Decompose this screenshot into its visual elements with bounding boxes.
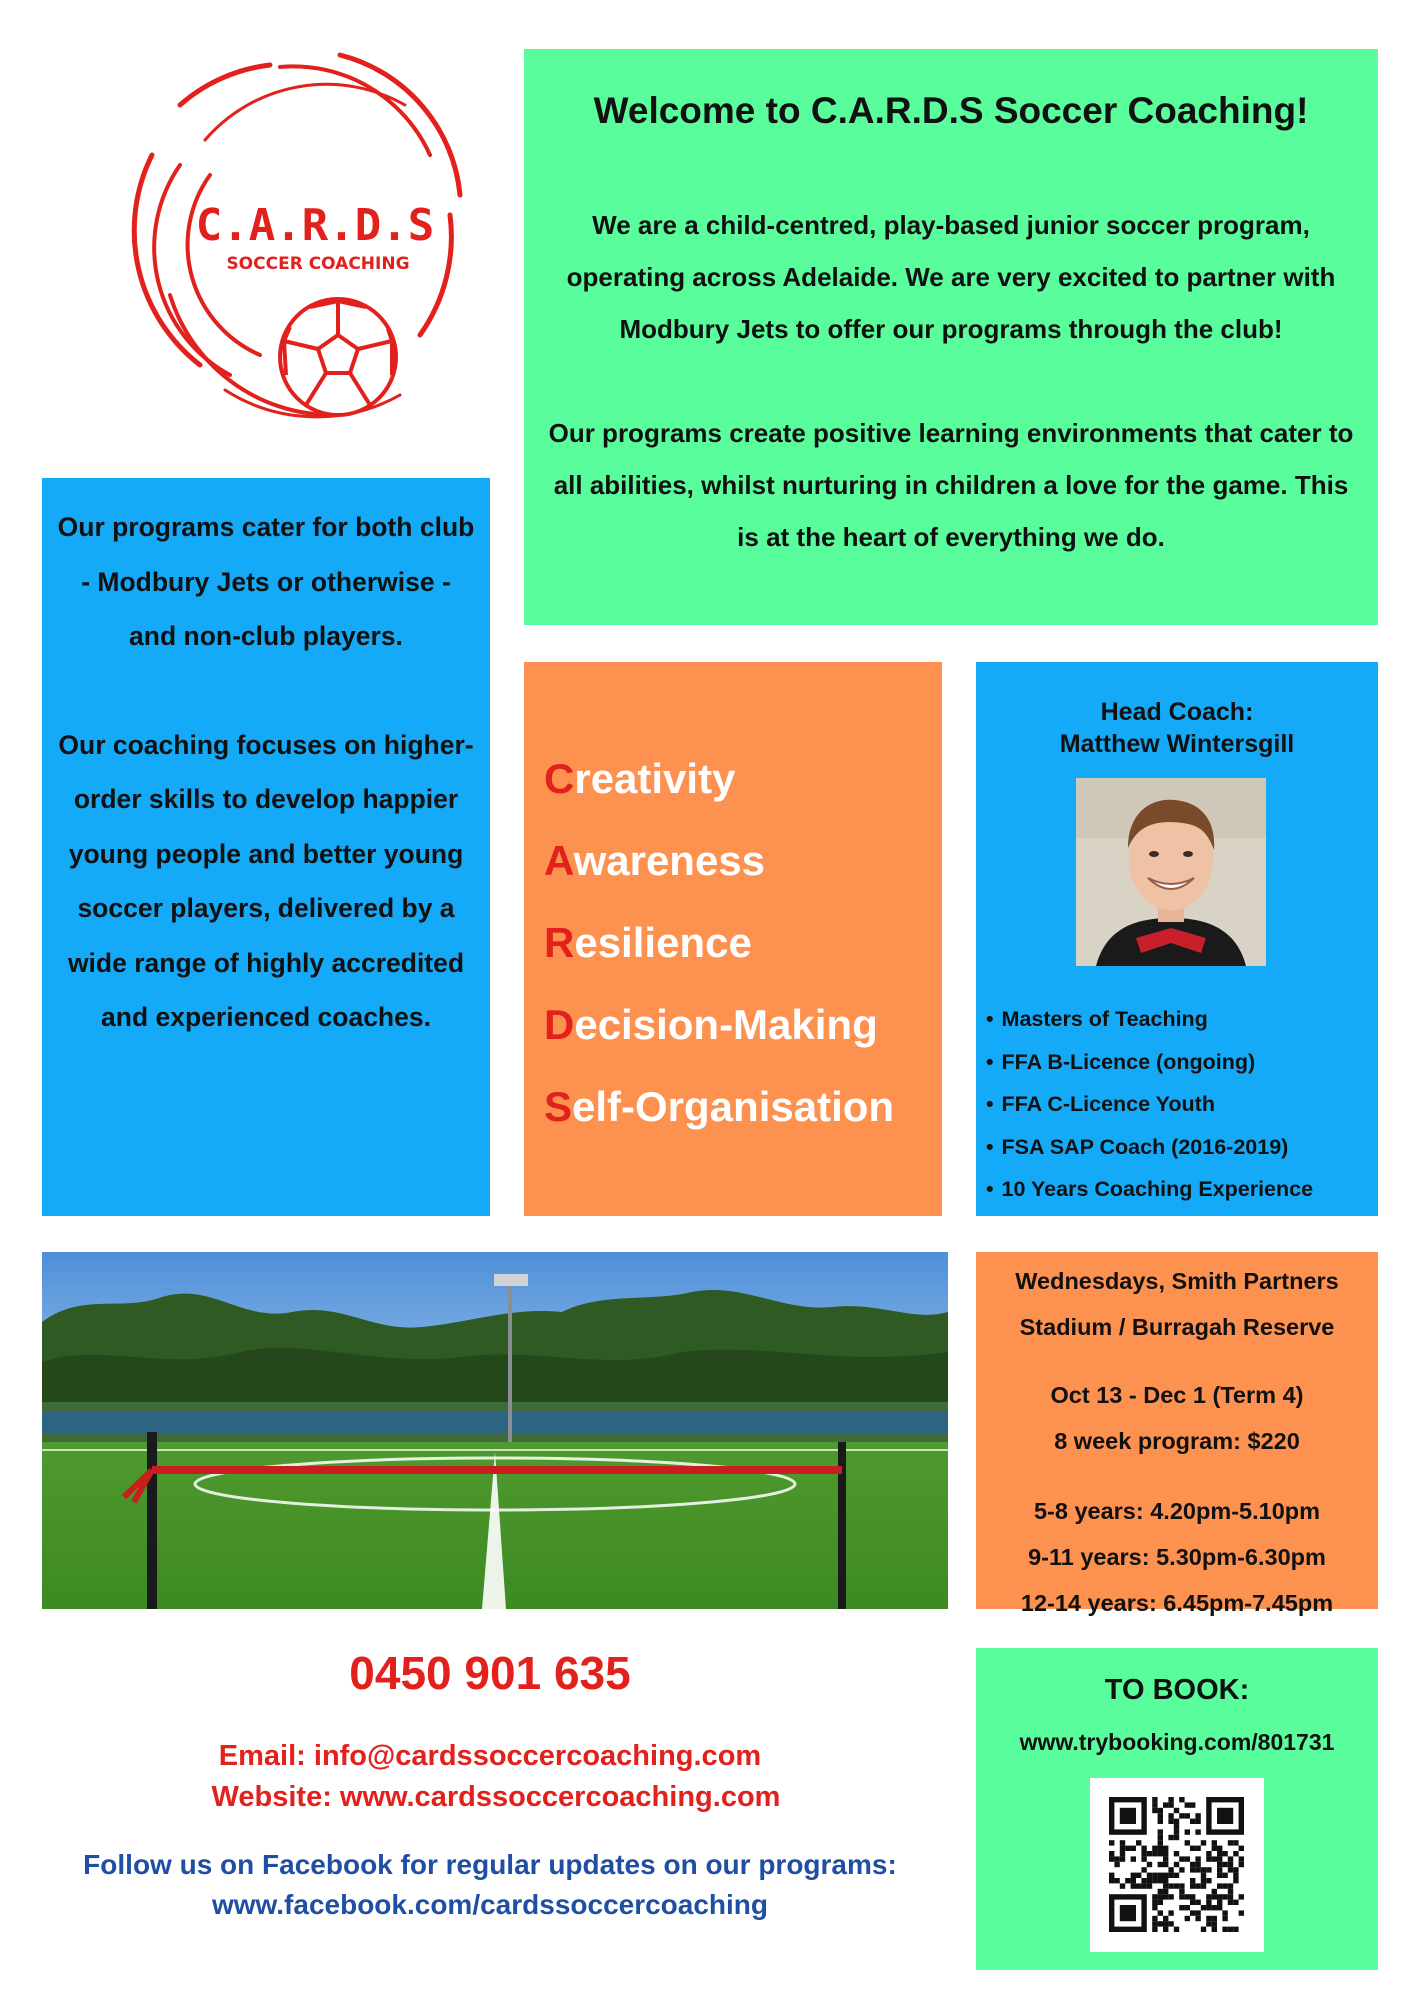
venue-line-2: Stadium / Burragah Reserve [1019,1314,1335,1340]
session-time: 12-14 years: 6.45pm-7.45pm [1020,1590,1334,1616]
coach-name: Matthew Wintersgill [1059,730,1295,758]
programs-paragraph-2: Our coaching focuses on higher-order skills to develop happier young people and better young soccer players, delivered by a wide range of highly accredited and experienced coaches. [58,729,474,1032]
program-price: 8 week program: $220 [1054,1428,1300,1454]
programs-paragraph-1: Our programs cater for both club - Modbury Jets or otherwise - and non-club players. [57,512,475,651]
credential-item: • 10 Years Coaching Experience [986,1168,1313,1211]
session-time: 5-8 years: 4.20pm-5.10pm [1033,1498,1321,1524]
credential-item: • Masters of Teaching [986,998,1313,1041]
program-dates: Oct 13 - Dec 1 (Term 4) [1050,1382,1304,1408]
value-resilience: Resilience [544,919,752,966]
coach-photo [1076,778,1266,966]
head-coach-panel [976,662,1378,1216]
booking-panel [976,1648,1378,1970]
welcome-title: Welcome to C.A.R.D.S Soccer Coaching! [593,90,1309,131]
booking-title: TO BOOK: [1104,1674,1250,1706]
facebook-link[interactable]: www.facebook.com/cardssoccercoaching [211,1889,769,1920]
welcome-paragraph-2: Our programs create positive learning environments that cater to all abilities, whilst nurturing in children a love for the game. This is at the heart of everything we do. [548,418,1354,553]
credential-item: • FSA SAP Coach (2016-2019) [986,1126,1313,1169]
soccer-ball-icon [280,299,396,415]
schedule-panel [976,1252,1378,1616]
value-creativity: Creativity [544,755,736,802]
logo-name: C.A.R.D.S [195,200,435,251]
website-link[interactable]: Website: www.cardssoccercoaching.com [211,1781,781,1813]
venue-line-1: Wednesdays, Smith Partners [1015,1268,1339,1294]
soccer-field-photo [42,1252,948,1609]
session-time: 9-11 years: 5.30pm-6.30pm [1028,1544,1326,1570]
coach-label: Head Coach: [1100,698,1254,726]
values-panel [524,662,942,1216]
qr-code-icon[interactable] [1090,1778,1264,1952]
phone-number[interactable]: 0450 901 635 [349,1647,631,1699]
programs-panel [42,478,490,1216]
cards-logo [130,45,470,435]
credential-item: • FFA B-Licence (ongoing) [986,1041,1313,1084]
value-self-organisation: Self-Organisation [544,1083,895,1130]
welcome-panel [524,49,1378,625]
coach-credentials [986,998,1313,1211]
booking-url[interactable]: www.trybooking.com/801731 [1019,1729,1335,1755]
logo-subtitle: SOCCER COACHING [226,254,410,274]
email-link[interactable]: Email: info@cardssoccercoaching.com [218,1740,762,1772]
facebook-prompt: Follow us on Facebook for regular updates on our programs: [83,1849,897,1880]
welcome-paragraph-1: We are a child-centred, play-based junior soccer program, operating across Adelaide. We are very excited to partner with Modbury Jets to offer our programs through the club! [566,210,1336,345]
value-awareness: Awareness [544,837,766,884]
credential-item: • FFA C-Licence Youth [986,1083,1313,1126]
value-decision-making: Decision-Making [544,1001,878,1048]
